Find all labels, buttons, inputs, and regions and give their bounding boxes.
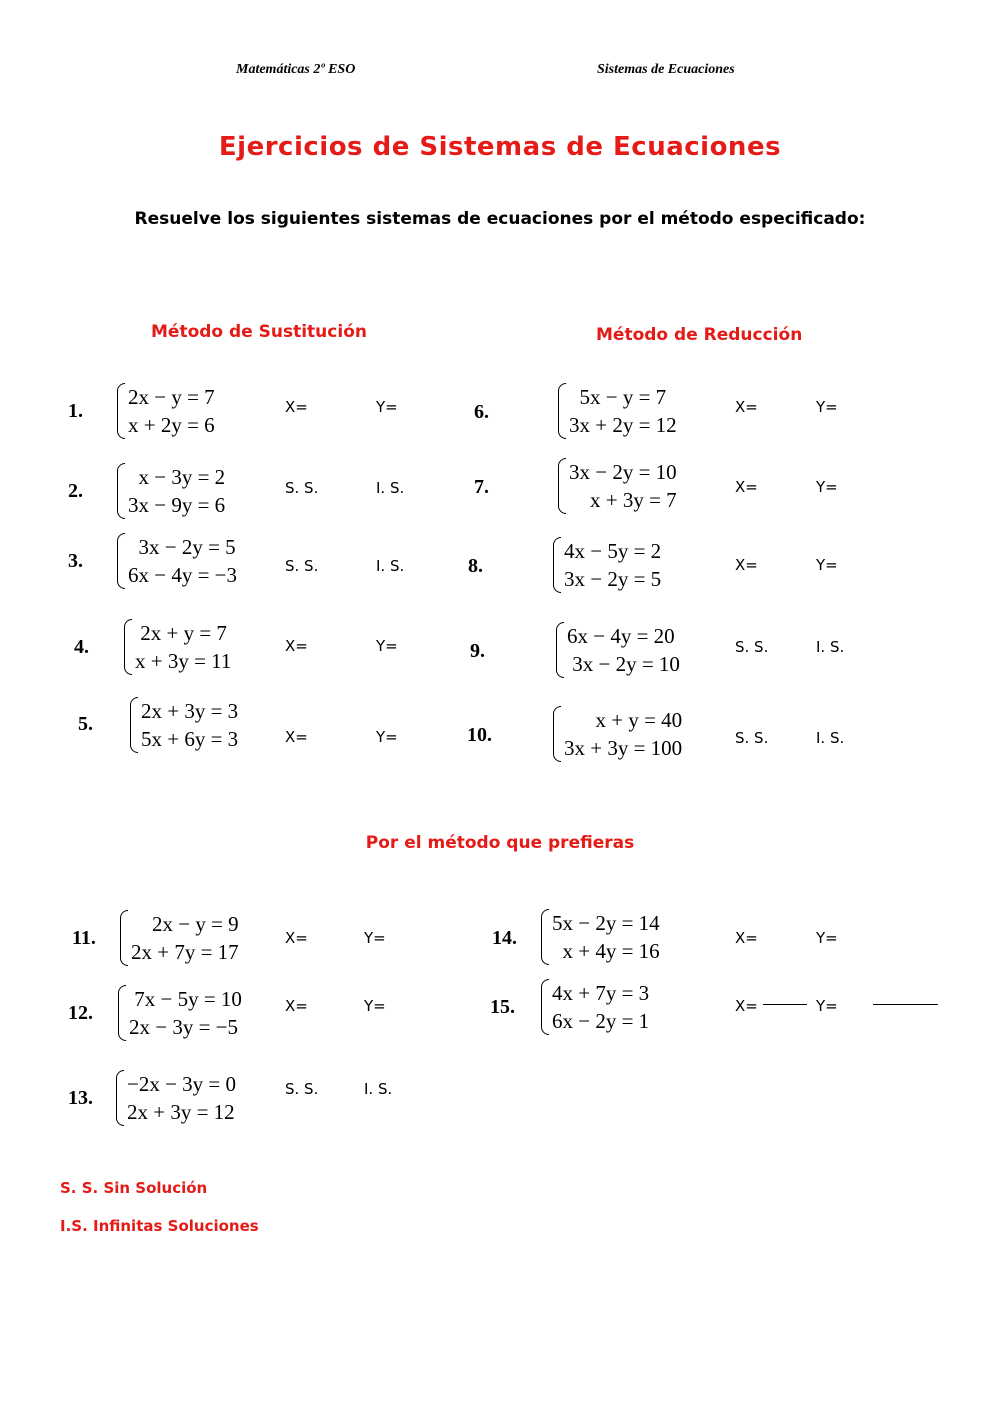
answer-x-label[interactable]: X= bbox=[735, 997, 758, 1015]
equation-system bbox=[541, 909, 660, 965]
equation: 2x + 3y = 12 bbox=[127, 1100, 235, 1124]
equation: 2x − y = 9 bbox=[131, 912, 239, 936]
header-subject: Matemáticas 2º ESO bbox=[236, 62, 356, 77]
exercise-number: 4. bbox=[74, 636, 89, 658]
answer-x-label[interactable]: X= bbox=[735, 556, 758, 574]
equation-system bbox=[541, 979, 649, 1035]
exercise-number: 7. bbox=[474, 476, 489, 498]
answer-no-solution[interactable]: S. S. bbox=[285, 479, 319, 497]
answer-y-label[interactable]: Y= bbox=[376, 728, 398, 746]
answer-infinite-solutions[interactable]: I. S. bbox=[376, 557, 405, 575]
exercise-number: 2. bbox=[68, 480, 83, 502]
exercise-number: 11. bbox=[72, 927, 96, 949]
brace bbox=[117, 463, 125, 519]
brace bbox=[541, 909, 549, 965]
equation: 2x + y = 7 bbox=[135, 621, 227, 645]
brace bbox=[556, 622, 564, 678]
legend-no-solution: S. S. Sin Solución bbox=[60, 1179, 208, 1197]
equation: x − 3y = 2 bbox=[128, 465, 226, 489]
equation-system bbox=[553, 706, 682, 762]
header-topic: Sistemas de Ecuaciones bbox=[597, 62, 735, 77]
answer-y-label[interactable]: Y= bbox=[816, 398, 838, 416]
answer-y-label[interactable]: Y= bbox=[816, 997, 838, 1015]
answer-y-blank[interactable] bbox=[873, 1004, 938, 1005]
equation: x + 3y = 7 bbox=[569, 488, 677, 512]
equation: 3x − 9y = 6 bbox=[128, 493, 226, 517]
equation-system bbox=[117, 463, 225, 519]
answer-no-solution[interactable]: S. S. bbox=[735, 638, 769, 656]
exercise-number: 9. bbox=[470, 640, 485, 662]
equation: 3x − 2y = 5 bbox=[564, 567, 662, 591]
exercise-number: 14. bbox=[492, 927, 517, 949]
answer-y-label[interactable]: Y= bbox=[376, 637, 398, 655]
equation: 4x + 7y = 3 bbox=[552, 981, 650, 1005]
equation: 5x + 6y = 3 bbox=[141, 727, 239, 751]
answer-no-solution[interactable]: S. S. bbox=[735, 729, 769, 747]
equation: 4x − 5y = 2 bbox=[564, 539, 662, 563]
answer-no-solution[interactable]: S. S. bbox=[285, 1080, 319, 1098]
exercise-number: 13. bbox=[68, 1087, 93, 1109]
answer-x-label[interactable]: X= bbox=[285, 929, 308, 947]
exercise-number: 15. bbox=[490, 996, 515, 1018]
exercise-number: 10. bbox=[467, 724, 492, 746]
equation: 6x − 2y = 1 bbox=[552, 1009, 650, 1033]
equation: 5x − 2y = 14 bbox=[552, 911, 660, 935]
brace bbox=[118, 985, 126, 1041]
brace bbox=[117, 383, 125, 439]
equation: 2x + 7y = 17 bbox=[131, 940, 239, 964]
equation: 6x − 4y = −3 bbox=[128, 563, 238, 587]
equation-system bbox=[558, 383, 677, 439]
answer-x-blank[interactable] bbox=[763, 1004, 807, 1005]
answer-infinite-solutions[interactable]: I. S. bbox=[364, 1080, 393, 1098]
brace bbox=[558, 383, 566, 439]
equation: 2x + 3y = 3 bbox=[141, 699, 239, 723]
brace bbox=[553, 537, 561, 593]
brace bbox=[553, 706, 561, 762]
brace bbox=[558, 458, 566, 514]
equation: 2x − y = 7 bbox=[128, 385, 215, 409]
answer-infinite-solutions[interactable]: I. S. bbox=[816, 638, 845, 656]
equation: 3x − 2y = 5 bbox=[128, 535, 236, 559]
section-sustitucion: Método de Sustitución bbox=[151, 322, 367, 342]
exercise-number: 12. bbox=[68, 1002, 93, 1024]
equation-system bbox=[556, 622, 680, 678]
answer-x-label[interactable]: X= bbox=[285, 728, 308, 746]
brace bbox=[541, 979, 549, 1035]
brace bbox=[117, 533, 125, 589]
exercise-number: 6. bbox=[474, 401, 489, 423]
answer-x-label[interactable]: X= bbox=[735, 929, 758, 947]
equation-system bbox=[130, 697, 238, 753]
equation-system bbox=[124, 619, 231, 675]
equation: x + 2y = 6 bbox=[128, 413, 215, 437]
section-libre: Por el método que prefieras bbox=[365, 833, 635, 853]
section-reduccion: Método de Reducción bbox=[596, 325, 803, 345]
equation-system bbox=[558, 458, 677, 514]
answer-x-label[interactable]: X= bbox=[285, 398, 308, 416]
brace bbox=[116, 1070, 124, 1126]
equation-system bbox=[553, 537, 661, 593]
legend-infinite-solutions: I.S. Infinitas Soluciones bbox=[60, 1217, 259, 1235]
exercise-number: 1. bbox=[68, 400, 83, 422]
equation: −2x − 3y = 0 bbox=[127, 1072, 237, 1096]
equation: 3x − 2y = 10 bbox=[567, 652, 680, 676]
brace bbox=[124, 619, 132, 675]
answer-y-label[interactable]: Y= bbox=[816, 478, 838, 496]
equation: x + y = 40 bbox=[564, 708, 683, 732]
answer-no-solution[interactable]: S. S. bbox=[285, 557, 319, 575]
answer-infinite-solutions[interactable]: I. S. bbox=[816, 729, 845, 747]
page-title: Ejercicios de Sistemas de Ecuaciones bbox=[218, 132, 782, 162]
equation-system bbox=[117, 383, 215, 439]
answer-x-label[interactable]: X= bbox=[735, 478, 758, 496]
equation: 3x + 3y = 100 bbox=[564, 736, 683, 760]
equation: x + 4y = 16 bbox=[552, 939, 660, 963]
equation-system bbox=[120, 910, 239, 966]
exercise-number: 5. bbox=[78, 713, 93, 735]
exercise-number: 3. bbox=[68, 550, 83, 572]
brace bbox=[120, 910, 128, 966]
equation: 3x − 2y = 10 bbox=[569, 460, 677, 484]
answer-y-label[interactable]: Y= bbox=[816, 929, 838, 947]
answer-y-label[interactable]: Y= bbox=[816, 556, 838, 574]
answer-y-label[interactable]: Y= bbox=[364, 997, 386, 1015]
answer-x-label[interactable]: X= bbox=[285, 637, 308, 655]
equation: 5x − y = 7 bbox=[569, 385, 667, 409]
answer-x-label[interactable]: X= bbox=[285, 997, 308, 1015]
equation-system bbox=[118, 985, 242, 1041]
equation: 3x + 2y = 12 bbox=[569, 413, 677, 437]
equation-system bbox=[117, 533, 237, 589]
equation: 6x − 4y = 20 bbox=[567, 624, 675, 648]
brace bbox=[130, 697, 138, 753]
equation: x + 3y = 11 bbox=[135, 649, 232, 673]
equation: 7x − 5y = 10 bbox=[129, 987, 242, 1011]
answer-y-label[interactable]: Y= bbox=[364, 929, 386, 947]
equation: 2x − 3y = −5 bbox=[129, 1015, 239, 1039]
answer-infinite-solutions[interactable]: I. S. bbox=[376, 479, 405, 497]
exercise-number: 8. bbox=[468, 555, 483, 577]
instruction-text: Resuelve los siguientes sistemas de ecuaciones por el método especificado: bbox=[134, 209, 866, 229]
answer-x-label[interactable]: X= bbox=[735, 398, 758, 416]
answer-y-label[interactable]: Y= bbox=[376, 398, 398, 416]
equation-system bbox=[116, 1070, 236, 1126]
